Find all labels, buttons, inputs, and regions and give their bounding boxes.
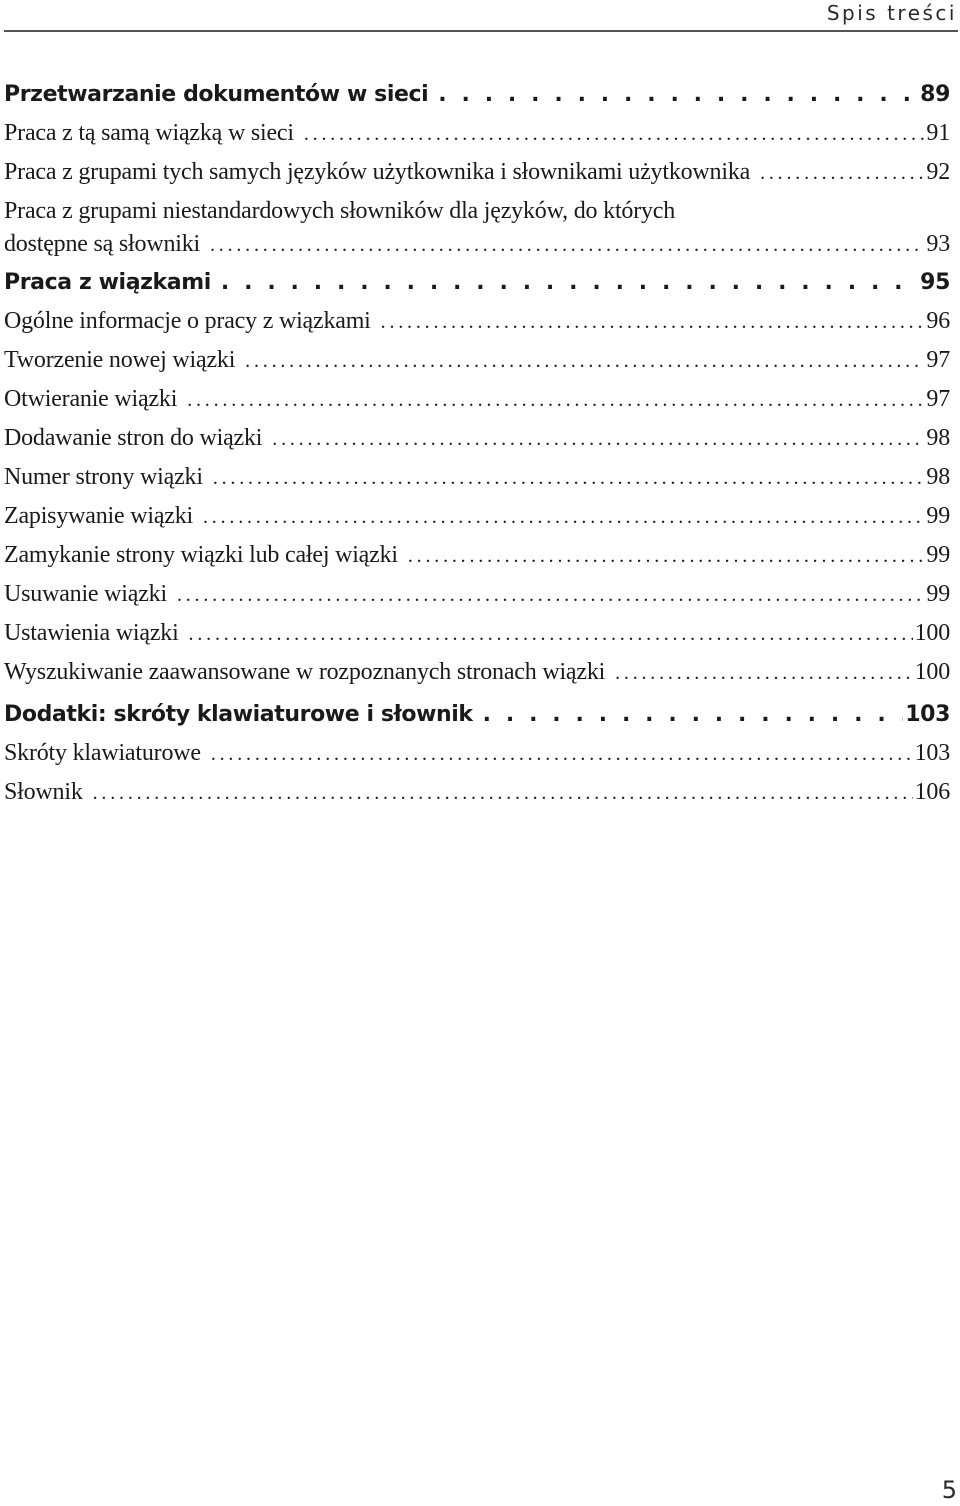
toc-entry[interactable] [4, 419, 950, 458]
toc-entry-title: Zapisywanie wiązki [4, 503, 193, 529]
toc-entry[interactable] [4, 153, 950, 192]
toc-page-number: 98 [926, 464, 950, 490]
toc-section-entry[interactable] [4, 696, 950, 734]
dot-leader [483, 696, 904, 734]
toc-entry-title: Przetwarzanie dokumentów w sieci [4, 82, 429, 107]
toc-page-number: 103 [905, 702, 950, 727]
page-number: 5 [941, 1476, 957, 1504]
toc-page-number: 95 [920, 270, 950, 295]
table-of-contents [4, 76, 950, 812]
toc-entry[interactable] [4, 614, 950, 653]
toc-entry[interactable] [4, 773, 950, 812]
toc-entry-title-line2: dostępne są słowniki [4, 231, 200, 257]
toc-entry[interactable] [4, 114, 950, 153]
toc-entry-title: Praca z grupami tych samych języków użytkownika i słownikami użytkownika [4, 159, 751, 185]
toc-page-number: 92 [926, 159, 950, 185]
header-rule [4, 30, 958, 32]
toc-entry-title: Praca z wiązkami [4, 270, 211, 295]
toc-entry[interactable] [4, 653, 950, 692]
toc-entry-title: Ogólne informacje o pracy z wiązkami [4, 308, 371, 334]
dot-leader [438, 76, 918, 114]
toc-entry-title: Usuwanie wiązki [4, 581, 167, 607]
dot-leader [210, 225, 924, 265]
dot-leader [189, 614, 913, 654]
toc-section-entry[interactable] [4, 76, 950, 114]
running-header: Spis treści [826, 1, 957, 25]
toc-section-entry[interactable] [4, 264, 950, 302]
dot-leader [203, 497, 924, 537]
toc-page-number: 99 [926, 503, 950, 529]
toc-entry[interactable] [4, 497, 950, 536]
toc-page-number: 96 [926, 308, 950, 334]
dot-leader [177, 575, 924, 615]
toc-entry[interactable] [4, 575, 950, 614]
dot-leader [93, 773, 913, 813]
toc-entry[interactable] [4, 536, 950, 575]
toc-page-number: 89 [920, 82, 950, 107]
toc-entry-title: Praca z tą samą wiązką w sieci [4, 120, 294, 146]
toc-entry-title: Wyszukiwanie zaawansowane w rozpoznanych stronach wiązki [4, 659, 606, 685]
toc-entry-continuation [4, 225, 950, 264]
toc-entry-title: Dodawanie stron do wiązki [4, 425, 263, 451]
toc-entry-title: Tworzenie nowej wiązki [4, 347, 236, 373]
dot-leader [213, 458, 925, 498]
toc-page-number: 93 [926, 231, 950, 257]
toc-entry-title: Słownik [4, 779, 83, 805]
dot-leader [187, 380, 924, 420]
dot-leader [760, 153, 924, 193]
dot-leader [408, 536, 925, 576]
toc-page-number: 100 [914, 620, 950, 646]
toc-entry-title: Zamykanie strony wiązki lub całej wiązki [4, 542, 398, 568]
dot-leader [221, 264, 918, 302]
toc-page-number: 91 [926, 120, 950, 146]
toc-entry[interactable] [4, 302, 950, 341]
toc-entry-title: Otwieranie wiązki [4, 386, 178, 412]
toc-entry-title: Ustawienia wiązki [4, 620, 179, 646]
dot-leader [615, 653, 912, 693]
toc-entry-multiline[interactable] [4, 192, 950, 264]
toc-page-number: 103 [914, 740, 950, 766]
toc-page-number: 100 [914, 659, 950, 685]
toc-page-number: 99 [926, 581, 950, 607]
toc-page-number: 99 [926, 542, 950, 568]
toc-page-number: 98 [926, 425, 950, 451]
toc-entry[interactable] [4, 458, 950, 497]
toc-entry[interactable] [4, 380, 950, 419]
toc-entry-title: Skróty klawiaturowe [4, 740, 201, 766]
toc-entry[interactable] [4, 341, 950, 380]
toc-entry-title: Dodatki: skróty klawiaturowe i słownik [4, 702, 473, 727]
toc-entry[interactable] [4, 734, 950, 773]
dot-leader [381, 302, 925, 342]
toc-page-number: 106 [914, 779, 950, 805]
toc-page-number: 97 [926, 347, 950, 373]
dot-leader [272, 419, 924, 459]
toc-entry-title-line1: Praca z grupami niestandardowych słowników dla języków, do których [4, 198, 676, 224]
dot-leader [245, 341, 924, 381]
toc-entry-title: Numer strony wiązki [4, 464, 203, 490]
dot-leader [211, 734, 913, 774]
dot-leader [304, 114, 925, 154]
toc-page-number: 97 [926, 386, 950, 412]
